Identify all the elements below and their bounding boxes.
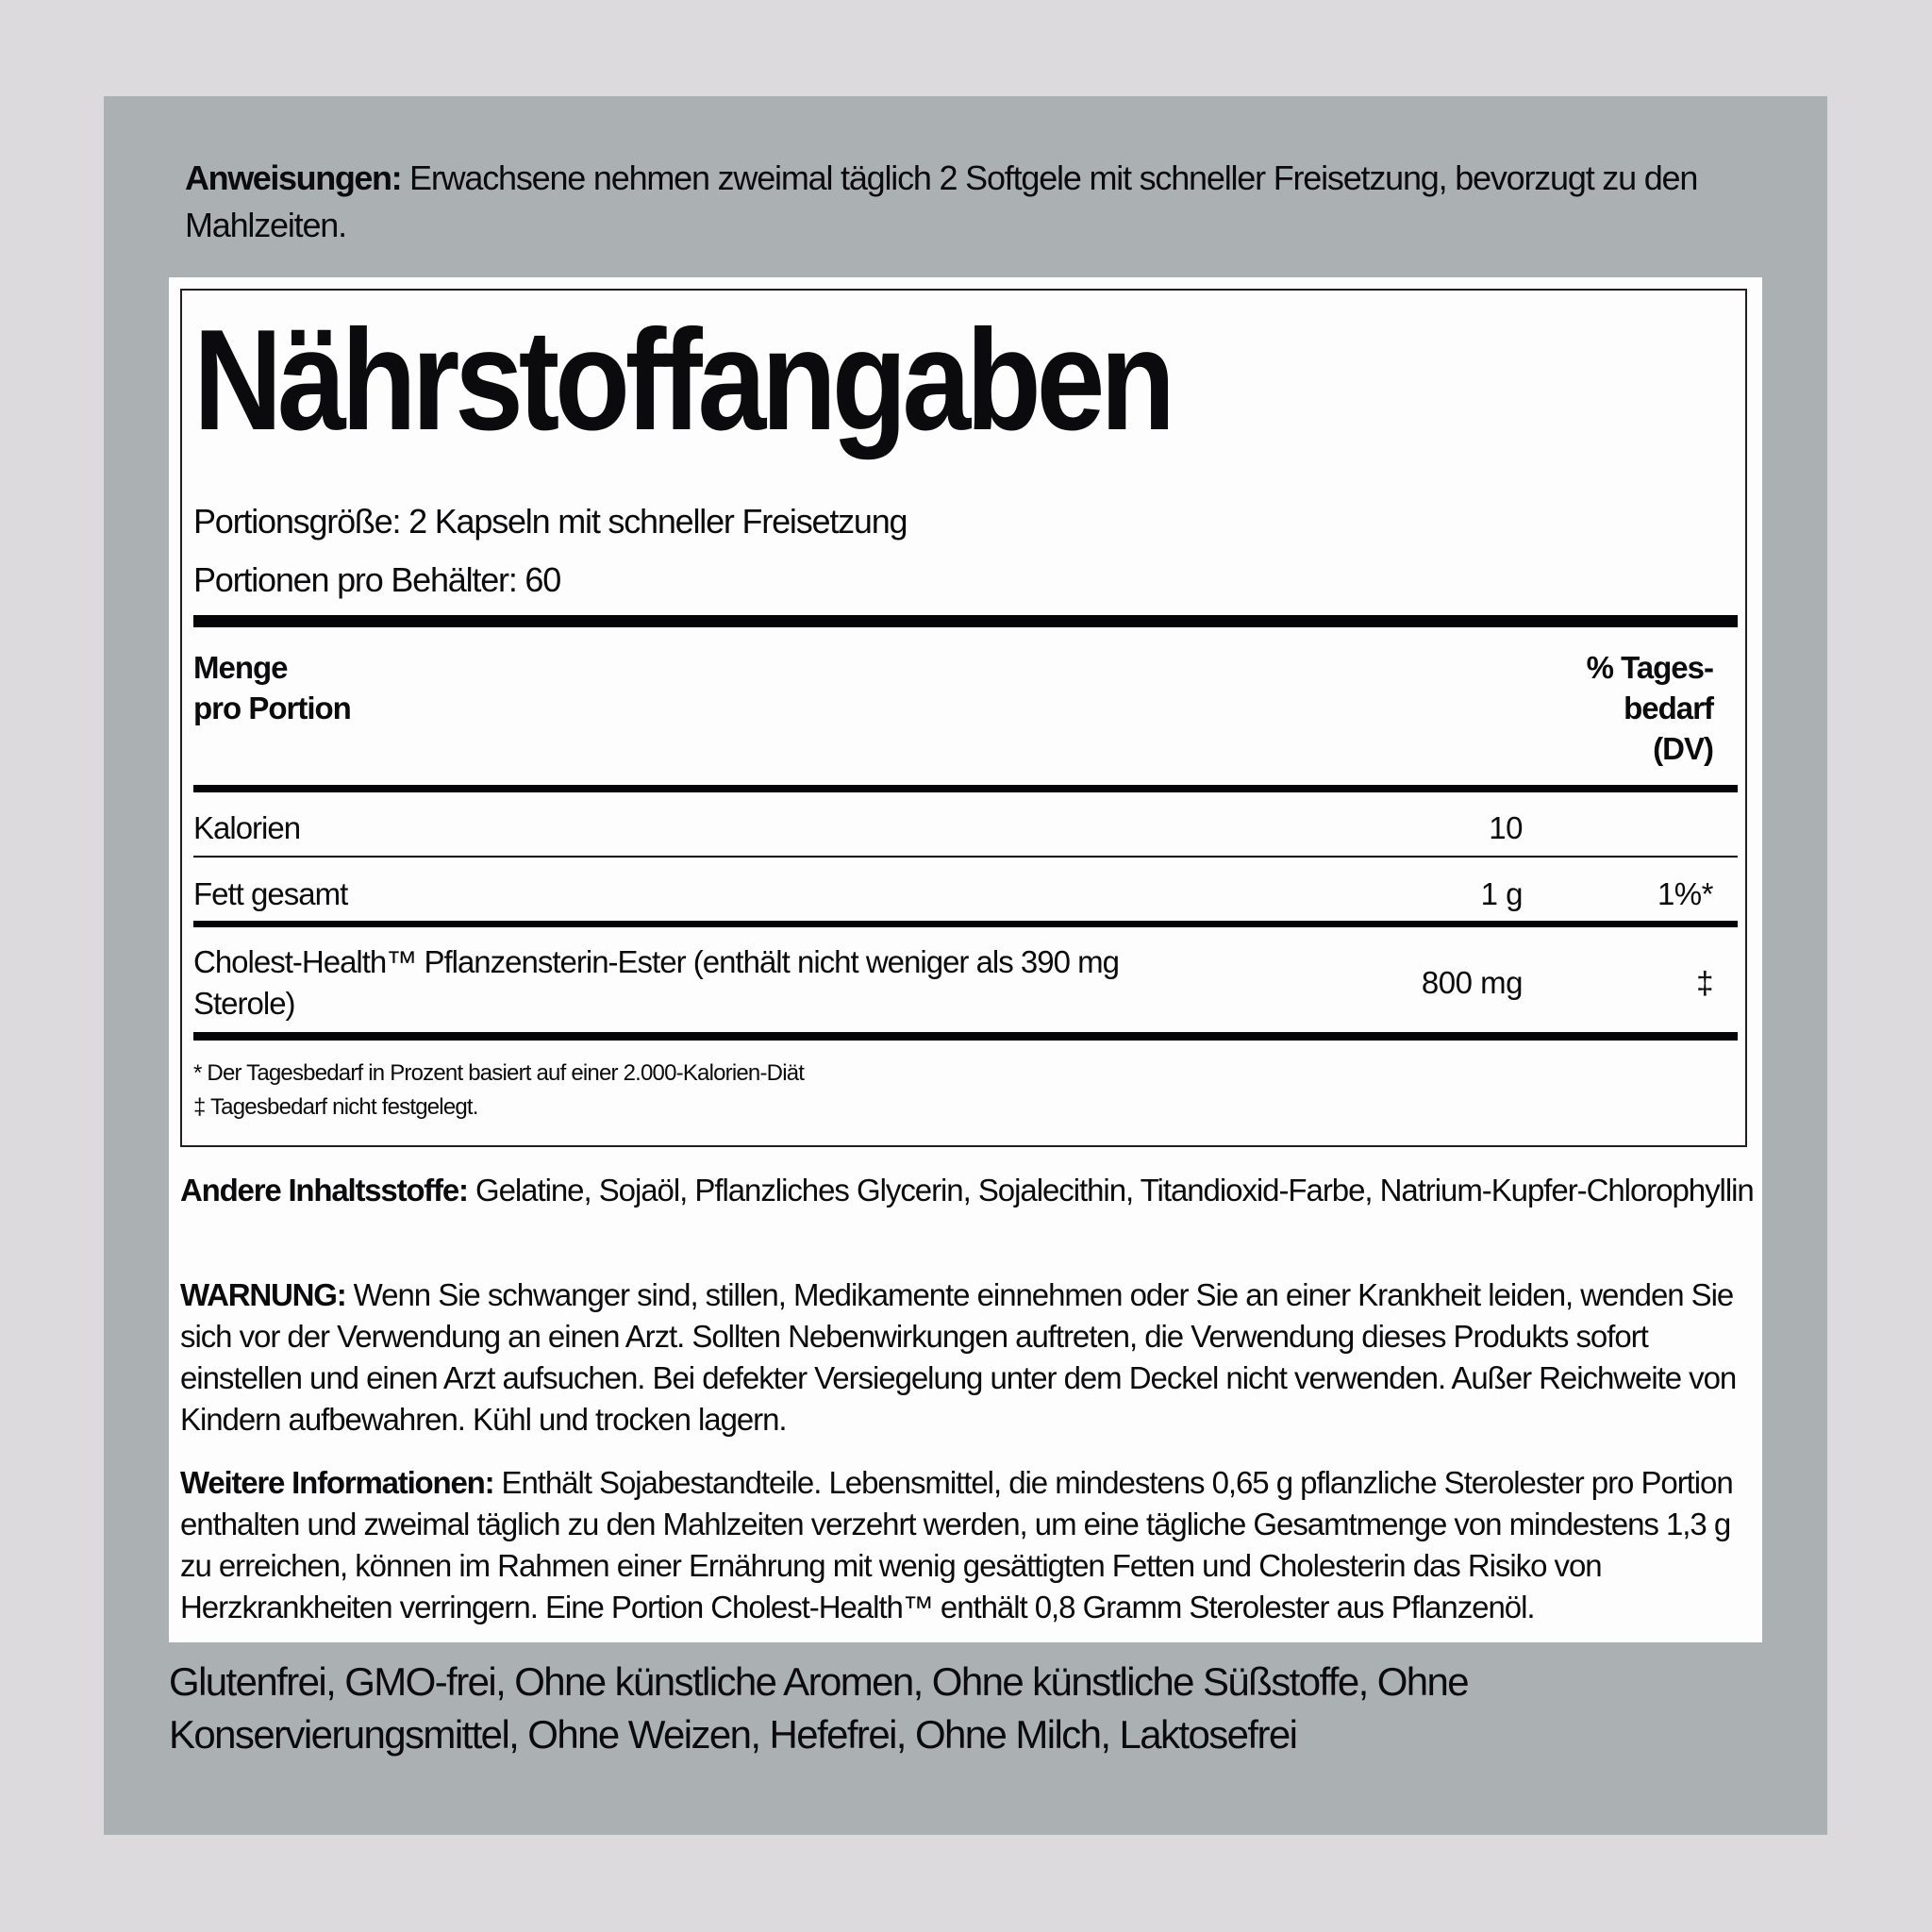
more-info-label: Weitere Informationen: (180, 1465, 494, 1500)
nutrient-daily-value: ‡ (1696, 965, 1713, 1000)
footnote-not-established: ‡ Tagesbedarf nicht festgelegt. (193, 1094, 478, 1120)
header-divider (193, 785, 1738, 792)
directions-body: Erwachsene nehmen zweimal täglich 2 Softgele mit schneller Freisetzung, bevorzugt zu den Mahlzeiten. (185, 158, 1698, 244)
label-card (169, 277, 1762, 1642)
nutrient-amount: 10 (1489, 810, 1523, 845)
header-left-line: Menge (193, 650, 288, 685)
servings-per-container: Portionen pro Behälter: 60 (193, 560, 561, 599)
header-left-line: pro Portion (193, 691, 351, 725)
other-ingredients-text: Gelatine, Sojaöl, Pflanzliches Glycerin, Sojalecithin, Titandioxid-Farbe, Natrium-Kupfer-Chlorophyllin (467, 1173, 1754, 1208)
nutrient-amount: 1 g (1480, 876, 1523, 911)
more-info-text: Enthält Sojabestandteile. Lebensmittel, die mindestens 0,65 g pflanzliche Sterolester pro Portion enthalten und zweimal täglich zu den Mahlzeiten verzehrt werden, um eine tägliche Gesamtmenge von mindestens 1,3 g zu erreichen, können im Rahmen einer Ernährung mit wenig gesättigten Fetten und Cholesterin das Risiko von Herzkrankheiten verringern. Eine Portion Cholest-Health™ enthält 0,8 Gramm Sterolester aus Pflanzenöl. (180, 1465, 1733, 1624)
free-from-claims: Glutenfrei, GMO-frei, Ohne künstliche Aromen, Ohne künstliche Süßstoffe, Ohne Konservierungsmittel, Ohne Weizen, Hefefrei, Ohne Milch, Laktosefrei (169, 1659, 1469, 1757)
warning-text: Wenn Sie schwanger sind, stillen, Medikamente einnehmen oder Sie an einer Krankheit leiden, wenden Sie sich vor der Verwendung an einen Arzt. Sollten Nebenwirkungen auftreten, die Verwendung dieses Produkts sofort einstellen und einen Arzt aufsuchen. Bei defekter Versiegelung unter dem Deckel nicht verwenden. Außer Reichweite von Kindern aufbewahren. Kühl und trocken lagern. (180, 1277, 1737, 1437)
daily-value-header (1587, 647, 1713, 769)
thick-divider (193, 615, 1738, 627)
nutrient-label: Cholest-Health™ Pflanzensterin-Ester (enthält nicht weniger als 390 mg Sterole) (193, 944, 1120, 1021)
directions-label: Anweisungen: (185, 158, 402, 197)
header-right-line: (DV) (1653, 731, 1713, 766)
nutrient-amount: 800 mg (1421, 965, 1523, 1000)
more-info (180, 1462, 1756, 1628)
directions-text (185, 155, 1732, 249)
amount-per-serving-header (193, 647, 351, 728)
medium-divider (193, 921, 1738, 927)
nutrient-label: Kalorien (193, 810, 301, 845)
header-right-line: % Tages- (1586, 650, 1713, 685)
nutrient-daily-value: 1%* (1657, 876, 1713, 911)
nutrition-facts-title: Nährstoffangaben (193, 300, 1171, 460)
footnote-daily-value: * Der Tagesbedarf in Prozent basiert auf einer 2.000-Kalorien-Diät (193, 1060, 805, 1086)
nutrient-label: Fett gesamt (193, 876, 348, 911)
header-right-line: bedarf (1624, 691, 1713, 725)
other-ingredients (180, 1170, 1756, 1211)
serving-size: Portionsgröße: 2 Kapseln mit schneller Freisetzung (193, 502, 908, 541)
thin-divider (193, 856, 1738, 858)
nutrition-facts-box (180, 289, 1747, 1147)
warning-label: WARNUNG: (180, 1277, 346, 1312)
warning (180, 1274, 1756, 1441)
bottom-divider (193, 1032, 1738, 1041)
other-ingredients-label: Andere Inhaltsstoffe: (180, 1173, 468, 1208)
